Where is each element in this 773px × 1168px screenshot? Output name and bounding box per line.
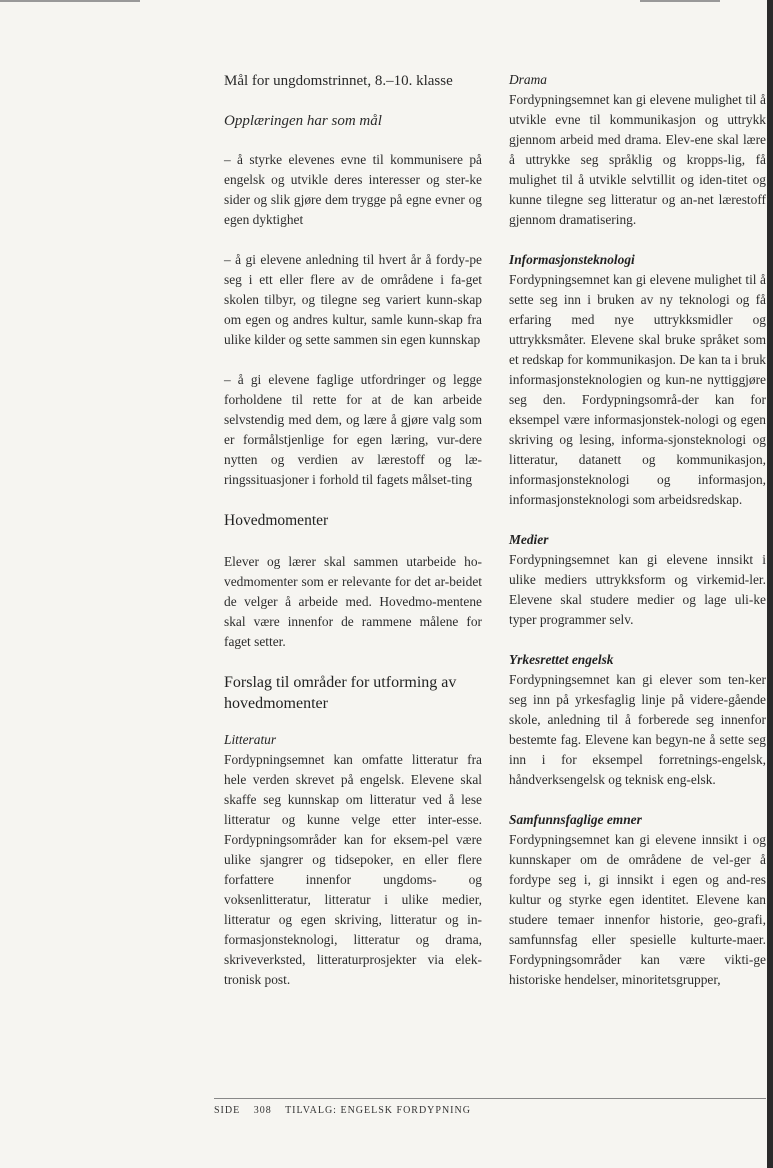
- litteratur-heading: Litteratur: [224, 732, 277, 747]
- drama-heading: Drama: [509, 72, 547, 87]
- informasjonsteknologi-heading: Informasjonsteknologi: [509, 252, 635, 267]
- right-column: [509, 70, 766, 1010]
- goal-item: [211, 370, 482, 490]
- footer-side-label: SIDE: [214, 1105, 241, 1116]
- hovedmomenter-heading: Hovedmomenter: [224, 512, 329, 529]
- top-edge-marks: [0, 0, 773, 3]
- footer-section-title: TILVALG: ENGELSK FORDYPNING: [285, 1105, 471, 1116]
- top-edge-mark: [640, 0, 720, 2]
- yrkesrettet-heading: Yrkesrettet engelsk: [509, 652, 614, 667]
- goal-item: [211, 150, 482, 230]
- page-edge-shadow: [767, 0, 773, 1168]
- samfunnsfaglige-heading: Samfunnsfaglige emner: [509, 812, 642, 827]
- goal-text: – å styrke elevenes evne til kommunisere på engelsk og utvikle deres interesser og ster-ke sider og slik gjøre dem trygge på egne evner og egen dyktighet: [224, 152, 482, 227]
- hovedmomenter-text: Elever og lærer skal sammen utarbeide ho-vedmomenter som er relevante for det ar-beidet de velger å arbeide med. Hovedmo-mentene skal være innenfor de rammene målene for faget setter.: [224, 554, 482, 649]
- page-title: Mål for ungdomstrinnet, 8.–10. klasse: [224, 73, 453, 89]
- medier-heading: Medier: [509, 532, 549, 547]
- litteratur-text: Fordypningsemnet kan omfatte litteratur fra hele verden skrevet på engelsk. Elevene skal skaffe seg kunnskap om litteratur ved å lese litteratur og kunne velge etter inter-esse. Fordypningsområder kan for eksem-pel være ulike sjangrer og tidsepoker, en eller flere forfattere innenfor ungdoms- og voksenlitteratur, litteratur i ulike medier, litteratur og egen skriving, litteratur og in-formasjonsteknologi, litteratur og drama, skriveverksted, litteraturprosjekter via elek-tronisk post.: [224, 752, 482, 987]
- page-footer: [214, 1098, 766, 1116]
- goals-subtitle: Opplæringen har som mål: [224, 113, 382, 129]
- medier-text: Fordypningsemnet kan gi elevene innsikt i ulike mediers uttrykksform og virkemid-ler. Elevene skal studere medier og lage uli-ke typer programmer selv.: [509, 552, 766, 627]
- yrkesrettet-text: Fordypningsemnet kan gi elever som ten-ker seg inn på yrkesfaglig linje på videre-gående skole, anledning til å forberede seg innenfor bestemte fag. Elevene kan begyn-ne å sette seg inn i for eksempel forretnings-engelsk, håndverksengelsk og teknisk eng-elsk.: [509, 672, 766, 787]
- top-edge-mark: [0, 0, 140, 2]
- goal-text: – å gi elevene faglige utfordringer og legge forholdene til rette for at de kan arbeide selvstendig med dem, og lære å gjøre valg som er formålstjenlige for egen læring, vur-dere nytten og verdien av lærestoff og læ-ringssituasjoner i forhold til fagets målset-ting: [224, 372, 482, 487]
- goal-text: – å gi elevene anledning til hvert år å fordy-pe seg i ett eller flere av de områdene i fa-get skolen tilbyr, og tilegne seg variert kunn-skap om egen og andres kultur, samle kunn-skap fra ulike kilder og sette sammen sin egen kunnskap: [224, 252, 482, 347]
- goal-list: [211, 150, 482, 490]
- samfunnsfaglige-text: Fordypningsemnet kan gi elevene innsikt i og kunnskaper om de områdene de vel-ger å fordype seg i, gi innsikt i egen og and-res kultur og styrke egen identitet. Elevene kan studere temaer innenfor historie, geo-grafi, samfunnsfag eller spesielle kulturte-maer. Fordypningsområder kan være vikti-ge historiske hendelser, minoritetsgrupper,: [509, 832, 766, 987]
- informasjonsteknologi-text: Fordypningsemnet kan gi elevene mulighet til å sette seg inn i bruken av ny teknologi og få erfaring med nye uttrykksmidler og uttrykksmåter. Elevene skal bruke språket som et redskap for kommunikasjon. De kan ta i bruk informasjonsteknologien og kun-ne nyttiggjøre seg den. Fordypningsområ-der kan for eksempel være informasjonstek-nologi og egen skriving og lesing, informa-sjonsteknologi og litteratur, datanett og kommunikasjon, informasjonsteknologi og informasjon, informasjonsteknologi som arbeidsredskap.: [509, 272, 766, 507]
- forslag-heading: Forslag til områder for utforming av hovedmomenter: [224, 674, 457, 712]
- left-column: [224, 70, 482, 1010]
- footer-page-number: 308: [253, 1105, 272, 1116]
- drama-text: Fordypningsemnet kan gi elevene mulighet til å utvikle evne til kommunikasjon og uttrykk gjennom arbeid med drama. Elev-ene skal lære å uttrykke seg språklig og kropps-lig, få mulighet til å utvikle selvtillit og iden-titet og kunne tilegne seg litteratur og an-net lærestoff gjennom dramatisering.: [509, 92, 766, 227]
- goal-item: [211, 250, 482, 350]
